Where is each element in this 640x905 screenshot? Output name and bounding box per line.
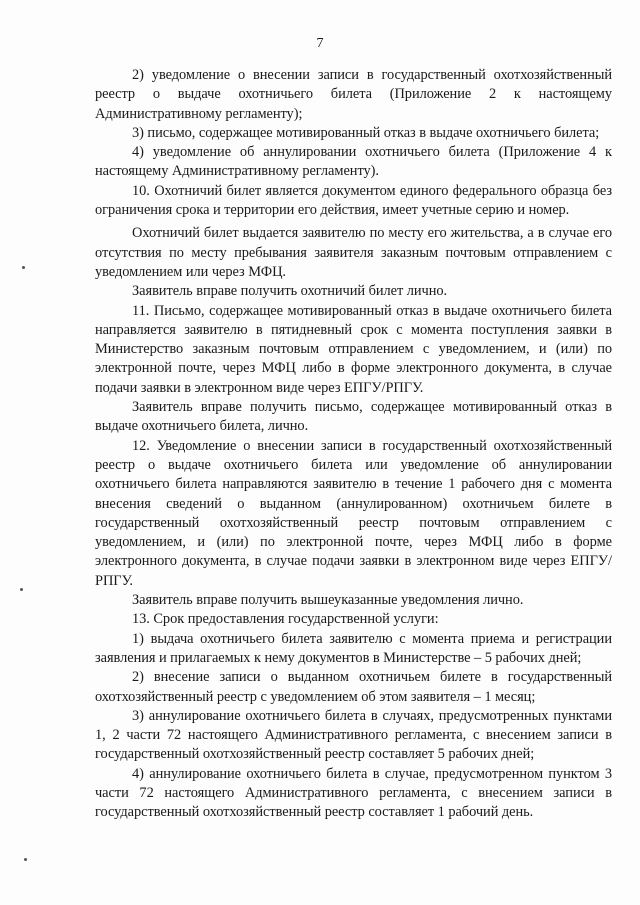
paragraph: Заявитель вправе получить вышеуказанные уведомления лично. (132, 592, 524, 609)
paragraph: 1) выдача охотничьего билета заявителю с момента приема и регистрации заявления и прилагаемых к нему документов в Министерстве – 5 рабочих дней; (95, 630, 612, 666)
paragraph: 11. Письмо, содержащее мотивированный отказ в выдаче охотничьего билета направляется заявителю в пятидневный срок с момента поступления заявки в Министерство заказным почтовым отправлением с уведомлением, и (или) по электронной почте, через МФЦ либо в форме электронного документа, в случае подачи заявки в электронном виде через ЕПГУ/РПГУ. (95, 302, 612, 396)
paragraph: 2) внесение записи о выданном охотничьем билете в государственный охотхозяйственный реестр с уведомлением об этом заявителя – 1 месяц; (95, 669, 612, 705)
paragraph: 10. Охотничий билет является документом единого федерального образца без ограничения срока и территории его действия, имеет учетные серию и номер. (95, 182, 612, 219)
scan-speck (22, 266, 25, 269)
paragraph: Охотничий билет выдается заявителю по месту его жительства, а в случае его отсутствия по месту пребывания заявителя заказным почтовым отправлением с уведомлением или через МФЦ. (95, 225, 612, 280)
paragraph: 4) уведомление об аннулировании охотничьего билета (Приложение 4 к настоящему Административному регламенту). (95, 144, 612, 180)
paragraph: 3) аннулирование охотничьего билета в случаях, предусмотренных пунктами 1, 2 части 72 настоящего Административного регламента, с внесением записи в государственный охотхозяйственный реестр составляет 5 рабочих дней; (95, 707, 612, 763)
paragraph: Заявитель вправе получить охотничий билет лично. (132, 283, 448, 300)
paragraph: 3) письмо, содержащее мотивированный отказ в выдаче охотничьего билета; (132, 124, 600, 141)
page-number: 7 (316, 36, 324, 51)
body-text (95, 66, 612, 823)
scan-speck (20, 588, 23, 591)
paragraph: Заявитель вправе получить письмо, содержащее мотивированный отказ в выдаче охотничьего билета, лично. (95, 399, 612, 435)
paragraph: 12. Уведомление о внесении записи в государственный охотхозяйственный реестр о выдаче охотничьего билета или уведомление об аннулировании охотничьего билета направляются заявителю в течение 1 рабочего дня с момента внесения сведений о выданном (аннулированном) охотничьем билете в государственный охотхозяйственный реестр почтовым отправлением с уведомлением, и (или) по электронной почте, через МФЦ либо в форме электронного документа, в случае подачи заявки в электронном виде через ЕПГУ/РПГУ. (95, 437, 612, 589)
paragraph: 4) аннулирование охотничьего билета в случае, предусмотренном пунктом 3 части 72 настоящего Административного регламента, с внесением записи в государственный охотхозяйственный реестр составляет 1 рабочий день. (95, 765, 612, 821)
paragraph: 13. Срок предоставления государственной услуги: (132, 611, 439, 628)
scan-speck (24, 858, 27, 861)
paragraph: 2) уведомление о внесении записи в государственный охотхозяйственный реестр о выдаче охотничьего билета (Приложение 2 к настоящему Административному регламенту); (95, 67, 612, 122)
